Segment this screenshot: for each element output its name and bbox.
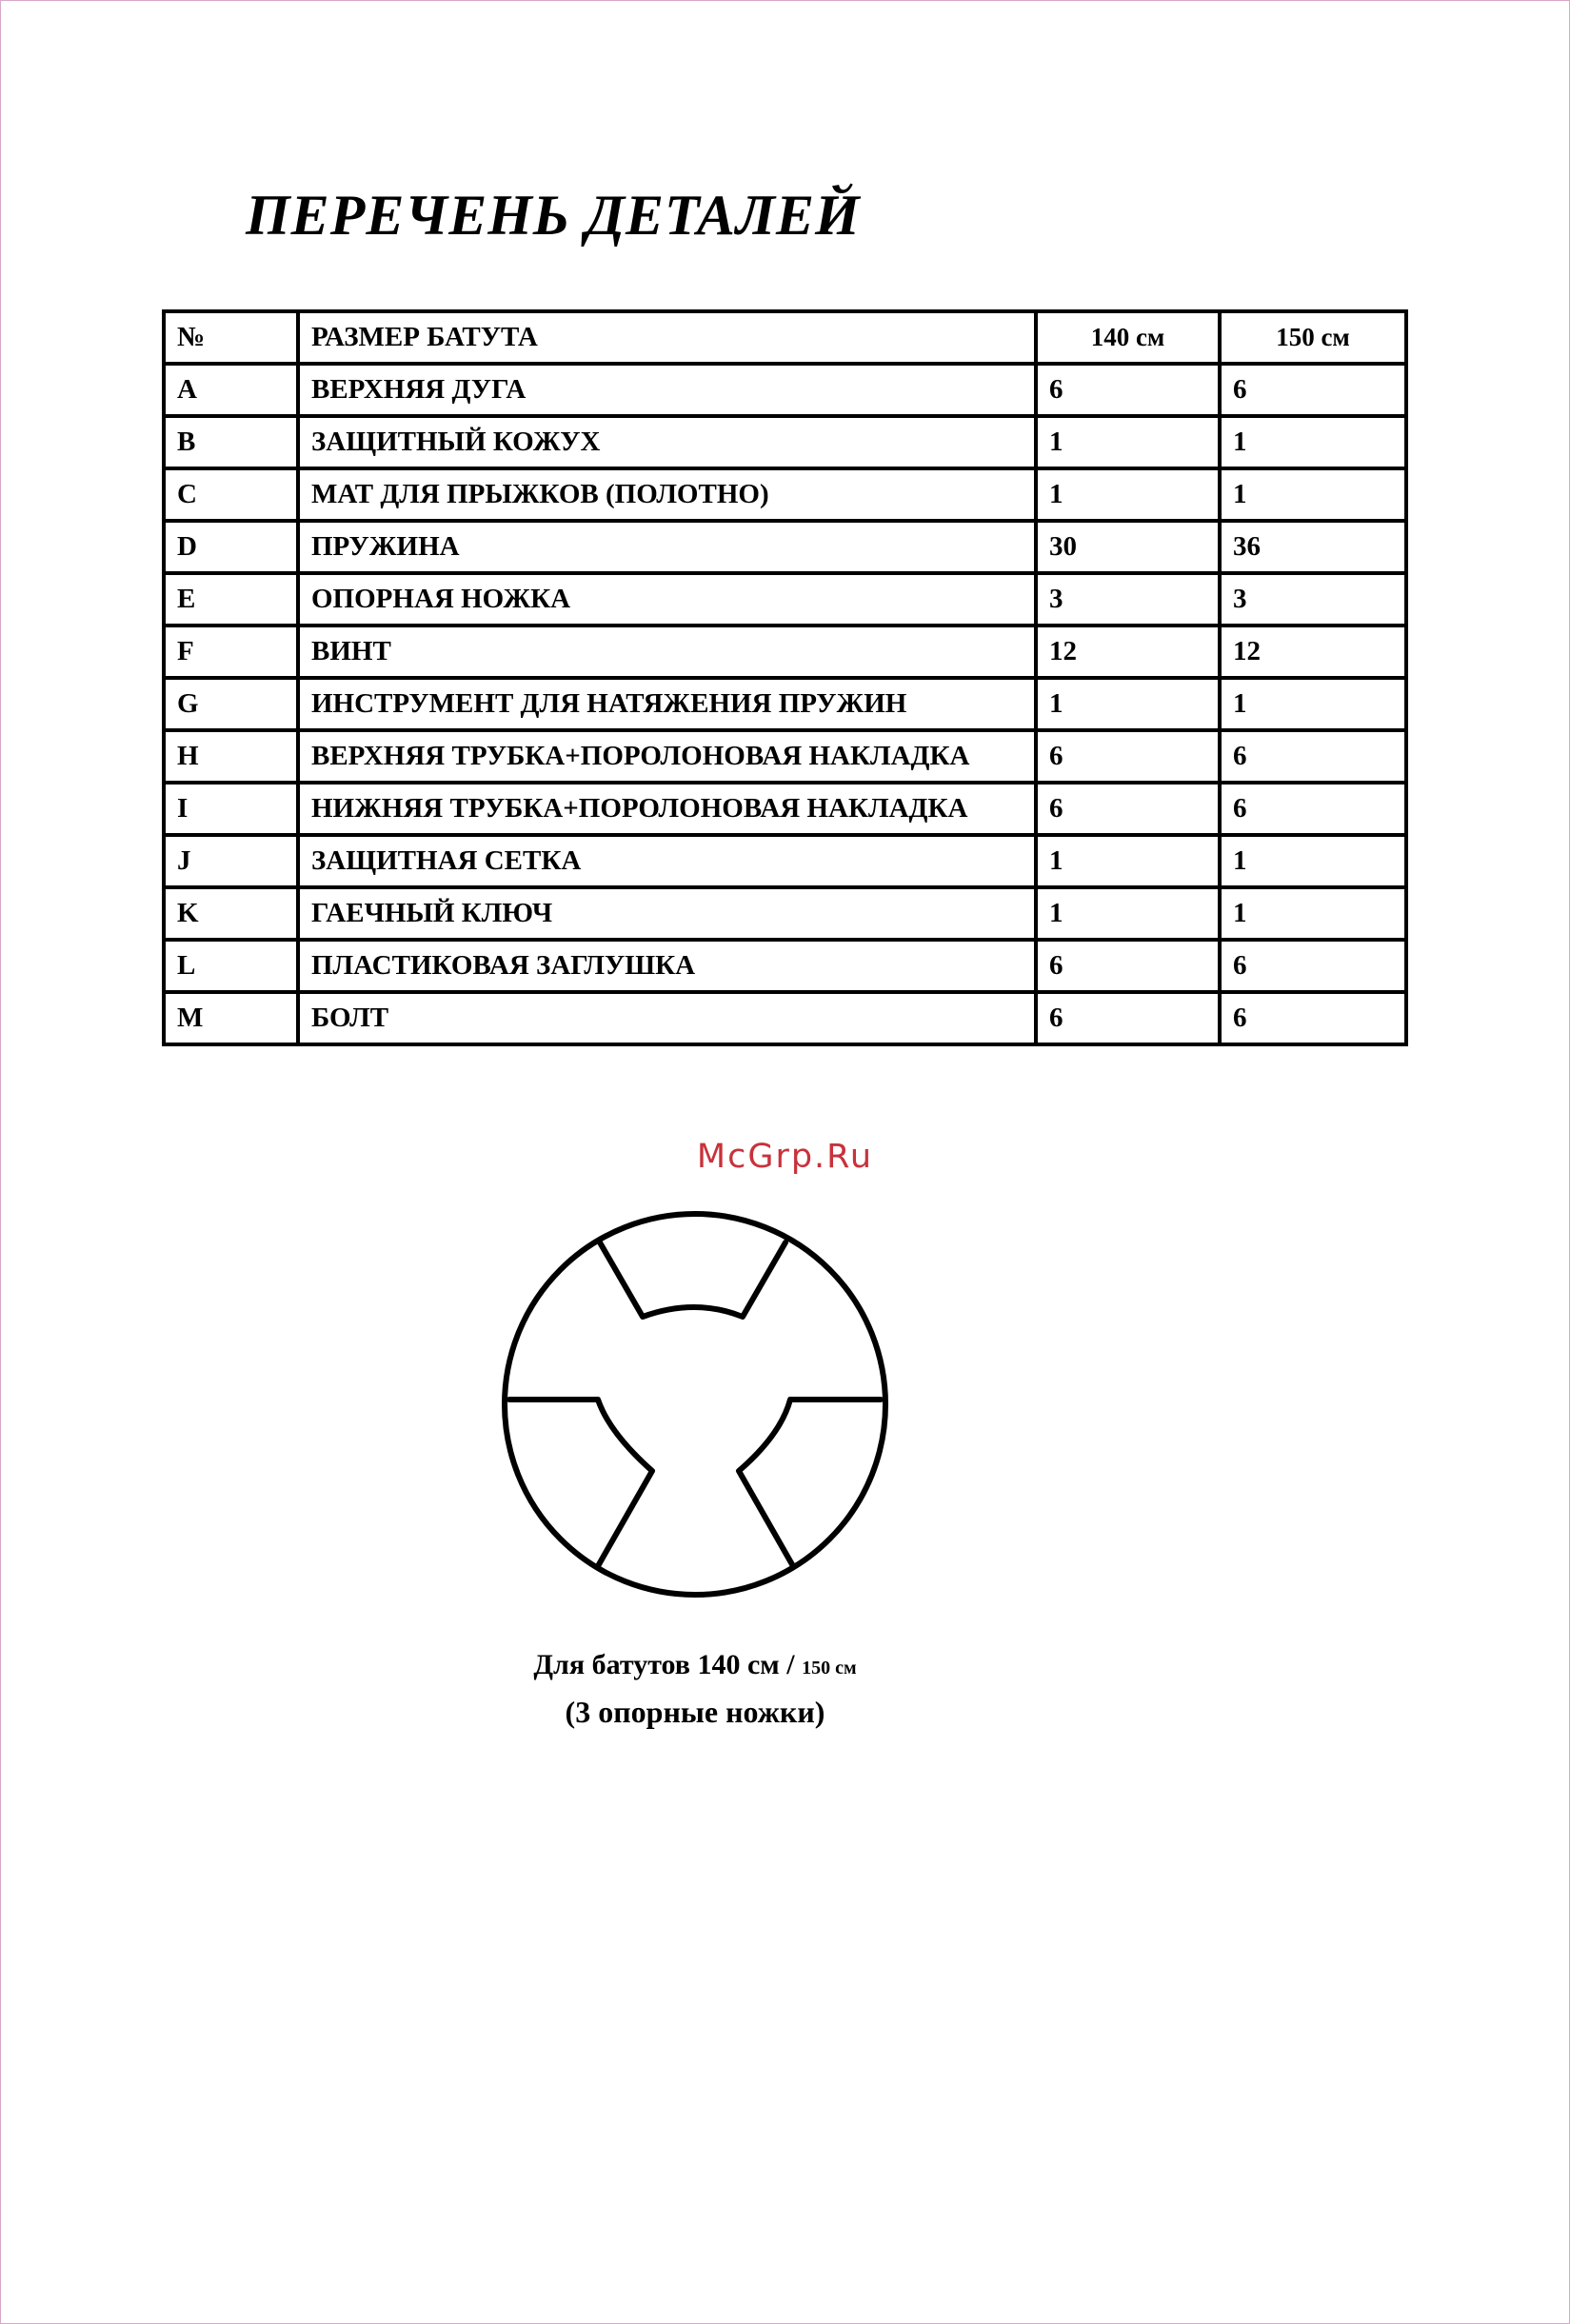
header-150: 150 см	[1220, 311, 1406, 364]
qty-150: 6	[1220, 730, 1406, 783]
table-row	[164, 992, 1406, 1044]
qty-140: 6	[1036, 940, 1220, 992]
table-row	[164, 783, 1406, 835]
qty-150: 1	[1220, 887, 1406, 940]
qty-140: 6	[1036, 730, 1220, 783]
table-row	[164, 887, 1406, 940]
qty-140: 1	[1036, 678, 1220, 730]
part-letter: H	[164, 730, 298, 783]
part-letter: C	[164, 468, 298, 521]
caption-line1	[0, 1649, 1390, 1681]
table-row	[164, 521, 1406, 573]
part-name: ПРУЖИНА	[298, 521, 1036, 573]
table-row	[164, 573, 1406, 626]
trampoline-legs-diagram	[486, 1195, 904, 1614]
part-name: ГАЕЧНЫЙ КЛЮЧ	[298, 887, 1036, 940]
qty-150: 3	[1220, 573, 1406, 626]
caption-main: Для батутов 140 см /	[533, 1649, 803, 1680]
leg-right	[739, 1400, 881, 1566]
qty-150: 36	[1220, 521, 1406, 573]
qty-140: 30	[1036, 521, 1220, 573]
part-name: БОЛТ	[298, 992, 1036, 1044]
header-size: РАЗМЕР БАТУТА	[298, 311, 1036, 364]
watermark: McGrp.Ru	[696, 1138, 874, 1176]
part-name: ПЛАСТИКОВАЯ ЗАГЛУШКА	[298, 940, 1036, 992]
qty-150: 6	[1220, 992, 1406, 1044]
table-row	[164, 468, 1406, 521]
table-row	[164, 626, 1406, 678]
qty-140: 1	[1036, 887, 1220, 940]
part-name: ЗАЩИТНЫЙ КОЖУХ	[298, 416, 1036, 468]
part-letter: J	[164, 835, 298, 887]
leg-left	[509, 1400, 652, 1566]
part-letter: D	[164, 521, 298, 573]
table-row	[164, 940, 1406, 992]
qty-150: 1	[1220, 835, 1406, 887]
table-row	[164, 730, 1406, 783]
caption-small: 150 см	[802, 1658, 857, 1678]
table-row	[164, 364, 1406, 416]
part-letter: I	[164, 783, 298, 835]
part-letter: G	[164, 678, 298, 730]
qty-150: 1	[1220, 416, 1406, 468]
part-letter: K	[164, 887, 298, 940]
qty-140: 1	[1036, 468, 1220, 521]
qty-140: 6	[1036, 364, 1220, 416]
header-140: 140 см	[1036, 311, 1220, 364]
caption-line2: (3 опорные ножки)	[565, 1695, 825, 1729]
qty-150: 6	[1220, 783, 1406, 835]
part-name: ИНСТРУМЕНТ ДЛЯ НАТЯЖЕНИЯ ПРУЖИН	[298, 678, 1036, 730]
table-row	[164, 416, 1406, 468]
qty-150: 12	[1220, 626, 1406, 678]
part-name: ВЕРХНЯЯ ТРУБКА+ПОРОЛОНОВАЯ НАКЛАДКА	[298, 730, 1036, 783]
part-letter: F	[164, 626, 298, 678]
part-letter: A	[164, 364, 298, 416]
part-letter: L	[164, 940, 298, 992]
table-row	[164, 678, 1406, 730]
parts-table	[162, 309, 1408, 1046]
qty-140: 6	[1036, 783, 1220, 835]
qty-150: 6	[1220, 940, 1406, 992]
part-letter: B	[164, 416, 298, 468]
qty-140: 6	[1036, 992, 1220, 1044]
page-title: ПЕРЕЧЕНЬ ДЕТАЛЕЙ	[246, 184, 861, 247]
qty-140: 1	[1036, 416, 1220, 468]
qty-140: 3	[1036, 573, 1220, 626]
leg-top	[600, 1242, 785, 1317]
part-letter: M	[164, 992, 298, 1044]
qty-140: 12	[1036, 626, 1220, 678]
table-header-row	[164, 311, 1406, 364]
table-row	[164, 835, 1406, 887]
qty-150: 1	[1220, 468, 1406, 521]
part-name: НИЖНЯЯ ТРУБКА+ПОРОЛОНОВАЯ НАКЛАДКА	[298, 783, 1036, 835]
trampoline-frame-circle	[505, 1214, 885, 1595]
part-letter: E	[164, 573, 298, 626]
qty-140: 1	[1036, 835, 1220, 887]
qty-150: 1	[1220, 678, 1406, 730]
part-name: ВИНТ	[298, 626, 1036, 678]
part-name: ОПОРНАЯ НОЖКА	[298, 573, 1036, 626]
header-number: №	[164, 311, 298, 364]
part-name: МАТ ДЛЯ ПРЫЖКОВ (ПОЛОТНО)	[298, 468, 1036, 521]
part-name: ВЕРХНЯЯ ДУГА	[298, 364, 1036, 416]
part-name: ЗАЩИТНАЯ СЕТКА	[298, 835, 1036, 887]
qty-150: 6	[1220, 364, 1406, 416]
